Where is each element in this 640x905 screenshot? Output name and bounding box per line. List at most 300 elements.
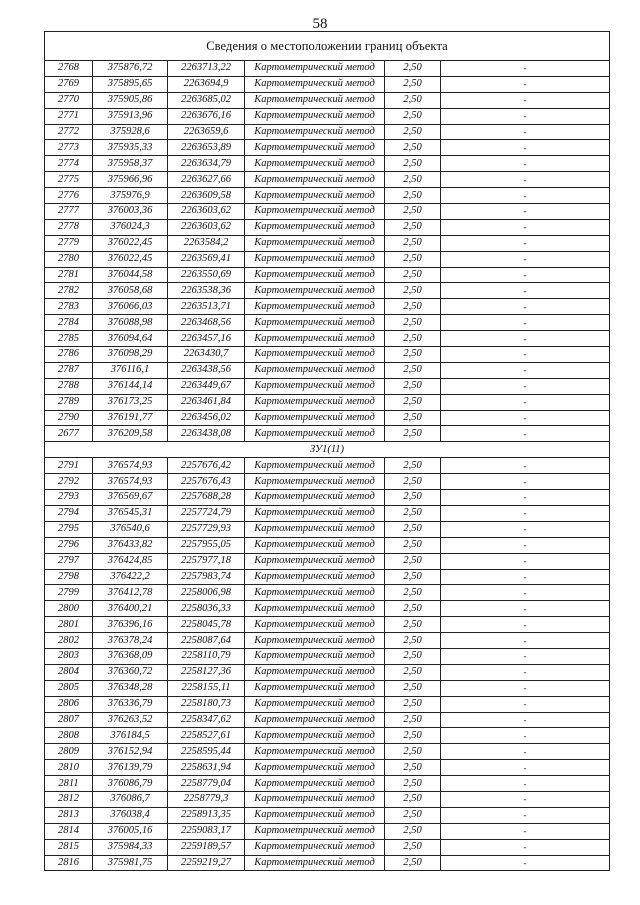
cell-accuracy: 2,50 [385, 553, 441, 569]
cell-accuracy: 2,50 [385, 633, 441, 649]
cell-x-coordinate: 376574,93 [93, 474, 168, 490]
cell-y-coordinate: 2258527,61 [168, 728, 245, 744]
table-row [45, 569, 610, 585]
cell-x-coordinate: 376574,93 [93, 458, 168, 474]
cell-x-coordinate: 376396,16 [93, 617, 168, 633]
cell-y-coordinate: 2263713,22 [168, 61, 245, 77]
cell-y-coordinate: 2263457,16 [168, 331, 245, 347]
cell-y-coordinate: 2263513,71 [168, 299, 245, 315]
cell-point-number: 2810 [45, 760, 93, 776]
cell-x-coordinate: 376022,45 [93, 235, 168, 251]
cell-accuracy: 2,50 [385, 601, 441, 617]
cell-accuracy: 2,50 [385, 299, 441, 315]
cell-y-coordinate: 2258087,64 [168, 633, 245, 649]
cell-method: Картометрический метод [245, 426, 385, 442]
cell-x-coordinate: 376022,45 [93, 251, 168, 267]
cell-accuracy: 2,50 [385, 839, 441, 855]
table-row [45, 362, 610, 378]
cell-x-coordinate: 376378,24 [93, 633, 168, 649]
cell-x-coordinate: 376545,31 [93, 505, 168, 521]
cell-description: - [441, 839, 610, 855]
cell-y-coordinate: 2263659,6 [168, 124, 245, 140]
cell-point-number: 2796 [45, 537, 93, 553]
cell-point-number: 2793 [45, 490, 93, 506]
cell-point-number: 2782 [45, 283, 93, 299]
cell-y-coordinate: 2263584,2 [168, 235, 245, 251]
cell-description: - [441, 490, 610, 506]
boundary-table [44, 31, 610, 871]
cell-method: Картометрический метод [245, 633, 385, 649]
table-row [45, 204, 610, 220]
cell-description: - [441, 648, 610, 664]
cell-x-coordinate: 375905,86 [93, 92, 168, 108]
cell-y-coordinate: 2263676,16 [168, 108, 245, 124]
cell-y-coordinate: 2263438,08 [168, 426, 245, 442]
cell-method: Картометрический метод [245, 601, 385, 617]
cell-description: - [441, 712, 610, 728]
cell-description: - [441, 680, 610, 696]
cell-point-number: 2677 [45, 426, 93, 442]
cell-accuracy: 2,50 [385, 807, 441, 823]
cell-point-number: 2781 [45, 267, 93, 283]
cell-point-number: 2806 [45, 696, 93, 712]
table-row [45, 92, 610, 108]
cell-description: - [441, 267, 610, 283]
cell-accuracy: 2,50 [385, 108, 441, 124]
table-row [45, 490, 610, 506]
cell-point-number: 2804 [45, 664, 93, 680]
cell-y-coordinate: 2263569,41 [168, 251, 245, 267]
cell-point-number: 2808 [45, 728, 93, 744]
cell-point-number: 2814 [45, 823, 93, 839]
table-row [45, 124, 610, 140]
cell-accuracy: 2,50 [385, 235, 441, 251]
cell-method: Картометрический метод [245, 283, 385, 299]
table-row [45, 394, 610, 410]
cell-description: - [441, 728, 610, 744]
cell-method: Картометрический метод [245, 378, 385, 394]
cell-method: Картометрический метод [245, 188, 385, 204]
cell-description: - [441, 204, 610, 220]
cell-description: - [441, 585, 610, 601]
cell-accuracy: 2,50 [385, 648, 441, 664]
cell-point-number: 2809 [45, 744, 93, 760]
cell-method: Картометрический метод [245, 807, 385, 823]
cell-point-number: 2768 [45, 61, 93, 77]
table-row [45, 108, 610, 124]
cell-x-coordinate: 376422,2 [93, 569, 168, 585]
cell-accuracy: 2,50 [385, 426, 441, 442]
cell-y-coordinate: 2257676,42 [168, 458, 245, 474]
cell-x-coordinate: 375984,33 [93, 839, 168, 855]
cell-y-coordinate: 2257688,28 [168, 490, 245, 506]
cell-point-number: 2789 [45, 394, 93, 410]
cell-y-coordinate: 2258155,11 [168, 680, 245, 696]
cell-point-number: 2799 [45, 585, 93, 601]
cell-description: - [441, 315, 610, 331]
table-row [45, 299, 610, 315]
cell-x-coordinate: 376086,7 [93, 791, 168, 807]
cell-description: - [441, 156, 610, 172]
cell-method: Картометрический метод [245, 569, 385, 585]
cell-x-coordinate: 376336,79 [93, 696, 168, 712]
cell-y-coordinate: 2258779,04 [168, 776, 245, 792]
cell-accuracy: 2,50 [385, 156, 441, 172]
cell-y-coordinate: 2263627,66 [168, 172, 245, 188]
cell-y-coordinate: 2257955,05 [168, 537, 245, 553]
page-number: 58 [312, 16, 328, 32]
cell-description: - [441, 347, 610, 363]
cell-x-coordinate: 376098,29 [93, 347, 168, 363]
cell-description: - [441, 791, 610, 807]
table-row [45, 140, 610, 156]
cell-accuracy: 2,50 [385, 474, 441, 490]
cell-description: - [441, 378, 610, 394]
cell-y-coordinate: 2263438,56 [168, 362, 245, 378]
cell-accuracy: 2,50 [385, 394, 441, 410]
cell-accuracy: 2,50 [385, 776, 441, 792]
cell-y-coordinate: 2257676,43 [168, 474, 245, 490]
table-row [45, 188, 610, 204]
cell-y-coordinate: 2259083,17 [168, 823, 245, 839]
cell-accuracy: 2,50 [385, 712, 441, 728]
cell-description: - [441, 505, 610, 521]
cell-accuracy: 2,50 [385, 585, 441, 601]
cell-method: Картометрический метод [245, 362, 385, 378]
cell-x-coordinate: 376024,3 [93, 219, 168, 235]
cell-point-number: 2801 [45, 617, 93, 633]
cell-x-coordinate: 376400,21 [93, 601, 168, 617]
table-row [45, 331, 610, 347]
table-row [45, 505, 610, 521]
cell-description: - [441, 823, 610, 839]
table-row [45, 823, 610, 839]
cell-description: - [441, 537, 610, 553]
section-row [45, 442, 610, 458]
cell-x-coordinate: 375876,72 [93, 61, 168, 77]
cell-y-coordinate: 2257977,18 [168, 553, 245, 569]
cell-accuracy: 2,50 [385, 124, 441, 140]
cell-description: - [441, 61, 610, 77]
cell-point-number: 2792 [45, 474, 93, 490]
table-row [45, 283, 610, 299]
cell-method: Картометрический метод [245, 347, 385, 363]
cell-point-number: 2811 [45, 776, 93, 792]
cell-y-coordinate: 2258006,98 [168, 585, 245, 601]
table-row [45, 617, 610, 633]
cell-description: - [441, 521, 610, 537]
cell-point-number: 2812 [45, 791, 93, 807]
cell-description: - [441, 235, 610, 251]
cell-method: Картометрический метод [245, 537, 385, 553]
cell-x-coordinate: 376209,58 [93, 426, 168, 442]
cell-accuracy: 2,50 [385, 855, 441, 871]
cell-description: - [441, 633, 610, 649]
table-row [45, 553, 610, 569]
cell-method: Картометрический метод [245, 521, 385, 537]
cell-point-number: 2805 [45, 680, 93, 696]
cell-x-coordinate: 376139,79 [93, 760, 168, 776]
cell-accuracy: 2,50 [385, 521, 441, 537]
table-row [45, 807, 610, 823]
cell-y-coordinate: 2258180,73 [168, 696, 245, 712]
cell-method: Картометрический метод [245, 664, 385, 680]
cell-description: - [441, 855, 610, 871]
cell-description: - [441, 696, 610, 712]
cell-method: Картометрический метод [245, 553, 385, 569]
cell-description: - [441, 664, 610, 680]
cell-method: Картометрический метод [245, 108, 385, 124]
cell-method: Картометрический метод [245, 839, 385, 855]
table-row [45, 633, 610, 649]
cell-accuracy: 2,50 [385, 680, 441, 696]
cell-accuracy: 2,50 [385, 458, 441, 474]
table-row [45, 760, 610, 776]
cell-x-coordinate: 376191,77 [93, 410, 168, 426]
cell-accuracy: 2,50 [385, 490, 441, 506]
table-row [45, 648, 610, 664]
cell-x-coordinate: 376263,52 [93, 712, 168, 728]
cell-point-number: 2784 [45, 315, 93, 331]
cell-accuracy: 2,50 [385, 188, 441, 204]
table-row [45, 426, 610, 442]
section-label: ЗУ1(11) [45, 442, 610, 458]
cell-method: Картометрический метод [245, 251, 385, 267]
cell-accuracy: 2,50 [385, 315, 441, 331]
cell-method: Картометрический метод [245, 219, 385, 235]
cell-description: - [441, 760, 610, 776]
cell-accuracy: 2,50 [385, 505, 441, 521]
table-row [45, 347, 610, 363]
cell-y-coordinate: 2257724,79 [168, 505, 245, 521]
cell-accuracy: 2,50 [385, 172, 441, 188]
cell-point-number: 2816 [45, 855, 93, 871]
cell-accuracy: 2,50 [385, 696, 441, 712]
cell-accuracy: 2,50 [385, 76, 441, 92]
table-row [45, 537, 610, 553]
cell-method: Картометрический метод [245, 823, 385, 839]
table-row [45, 315, 610, 331]
cell-point-number: 2802 [45, 633, 93, 649]
cell-accuracy: 2,50 [385, 760, 441, 776]
cell-point-number: 2788 [45, 378, 93, 394]
cell-y-coordinate: 2263461,84 [168, 394, 245, 410]
cell-method: Картометрический метод [245, 299, 385, 315]
cell-x-coordinate: 376173,25 [93, 394, 168, 410]
cell-description: - [441, 108, 610, 124]
cell-x-coordinate: 375976,9 [93, 188, 168, 204]
table-row [45, 458, 610, 474]
cell-point-number: 2797 [45, 553, 93, 569]
table-row [45, 61, 610, 77]
cell-method: Картометрический метод [245, 61, 385, 77]
cell-x-coordinate: 376569,67 [93, 490, 168, 506]
cell-description: - [441, 776, 610, 792]
cell-x-coordinate: 375958,37 [93, 156, 168, 172]
table-row [45, 601, 610, 617]
cell-x-coordinate: 376066,03 [93, 299, 168, 315]
cell-x-coordinate: 375966,96 [93, 172, 168, 188]
cell-method: Картометрический метод [245, 776, 385, 792]
cell-x-coordinate: 376540,6 [93, 521, 168, 537]
cell-method: Картометрический метод [245, 140, 385, 156]
cell-y-coordinate: 2263538,36 [168, 283, 245, 299]
cell-y-coordinate: 2263430,7 [168, 347, 245, 363]
table-row [45, 839, 610, 855]
cell-accuracy: 2,50 [385, 347, 441, 363]
cell-point-number: 2785 [45, 331, 93, 347]
cell-accuracy: 2,50 [385, 823, 441, 839]
cell-description: - [441, 331, 610, 347]
cell-description: - [441, 458, 610, 474]
cell-y-coordinate: 2258036,33 [168, 601, 245, 617]
table-row [45, 680, 610, 696]
cell-description: - [441, 474, 610, 490]
cell-method: Картометрический метод [245, 855, 385, 871]
cell-description: - [441, 394, 610, 410]
cell-accuracy: 2,50 [385, 219, 441, 235]
cell-x-coordinate: 376058,68 [93, 283, 168, 299]
cell-accuracy: 2,50 [385, 92, 441, 108]
cell-method: Картометрический метод [245, 474, 385, 490]
cell-point-number: 2813 [45, 807, 93, 823]
cell-method: Картометрический метод [245, 505, 385, 521]
cell-description: - [441, 188, 610, 204]
cell-method: Картометрический метод [245, 585, 385, 601]
cell-method: Картометрический метод [245, 648, 385, 664]
cell-x-coordinate: 376152,94 [93, 744, 168, 760]
cell-method: Картометрический метод [245, 267, 385, 283]
table-row [45, 267, 610, 283]
cell-y-coordinate: 2263685,02 [168, 92, 245, 108]
cell-method: Картометрический метод [245, 410, 385, 426]
table-row [45, 791, 610, 807]
table-row [45, 172, 610, 188]
cell-point-number: 2807 [45, 712, 93, 728]
cell-y-coordinate: 2258595,44 [168, 744, 245, 760]
cell-point-number: 2791 [45, 458, 93, 474]
cell-y-coordinate: 2259189,57 [168, 839, 245, 855]
cell-x-coordinate: 375928,6 [93, 124, 168, 140]
cell-point-number: 2795 [45, 521, 93, 537]
cell-accuracy: 2,50 [385, 664, 441, 680]
cell-point-number: 2794 [45, 505, 93, 521]
cell-description: - [441, 744, 610, 760]
cell-y-coordinate: 2258127,36 [168, 664, 245, 680]
cell-description: - [441, 617, 610, 633]
cell-method: Картометрический метод [245, 760, 385, 776]
cell-x-coordinate: 376086,79 [93, 776, 168, 792]
cell-y-coordinate: 2263550,69 [168, 267, 245, 283]
cell-y-coordinate: 2263603,62 [168, 204, 245, 220]
table-row [45, 251, 610, 267]
cell-y-coordinate: 2263609,58 [168, 188, 245, 204]
cell-y-coordinate: 2258045,78 [168, 617, 245, 633]
cell-method: Картометрический метод [245, 204, 385, 220]
cell-y-coordinate: 2258347,62 [168, 712, 245, 728]
cell-description: - [441, 124, 610, 140]
cell-point-number: 2803 [45, 648, 93, 664]
cell-method: Картометрический метод [245, 76, 385, 92]
cell-accuracy: 2,50 [385, 267, 441, 283]
cell-description: - [441, 553, 610, 569]
cell-x-coordinate: 376088,98 [93, 315, 168, 331]
table-row [45, 76, 610, 92]
cell-x-coordinate: 376424,85 [93, 553, 168, 569]
cell-method: Картометрический метод [245, 458, 385, 474]
cell-description: - [441, 299, 610, 315]
cell-y-coordinate: 2263694,9 [168, 76, 245, 92]
cell-method: Картометрический метод [245, 728, 385, 744]
cell-x-coordinate: 376412,78 [93, 585, 168, 601]
table-row [45, 744, 610, 760]
cell-point-number: 2787 [45, 362, 93, 378]
cell-y-coordinate: 2258631,94 [168, 760, 245, 776]
cell-x-coordinate: 376094,64 [93, 331, 168, 347]
cell-accuracy: 2,50 [385, 728, 441, 744]
cell-point-number: 2773 [45, 140, 93, 156]
cell-description: - [441, 219, 610, 235]
cell-description: - [441, 172, 610, 188]
cell-point-number: 2780 [45, 251, 93, 267]
cell-method: Картометрический метод [245, 315, 385, 331]
cell-x-coordinate: 375981,75 [93, 855, 168, 871]
cell-description: - [441, 92, 610, 108]
cell-method: Картометрический метод [245, 331, 385, 347]
table-row [45, 410, 610, 426]
cell-accuracy: 2,50 [385, 251, 441, 267]
cell-accuracy: 2,50 [385, 537, 441, 553]
cell-point-number: 2775 [45, 172, 93, 188]
cell-x-coordinate: 375935,33 [93, 140, 168, 156]
table-row [45, 696, 610, 712]
cell-y-coordinate: 2258110,79 [168, 648, 245, 664]
table-row [45, 776, 610, 792]
cell-point-number: 2777 [45, 204, 93, 220]
table-row [45, 712, 610, 728]
cell-method: Картометрический метод [245, 235, 385, 251]
cell-x-coordinate: 376116,1 [93, 362, 168, 378]
cell-method: Картометрический метод [245, 744, 385, 760]
cell-description: - [441, 569, 610, 585]
table-row [45, 521, 610, 537]
cell-description: - [441, 807, 610, 823]
cell-accuracy: 2,50 [385, 569, 441, 585]
cell-method: Картометрический метод [245, 680, 385, 696]
cell-x-coordinate: 375913,96 [93, 108, 168, 124]
cell-description: - [441, 76, 610, 92]
table-row [45, 235, 610, 251]
cell-accuracy: 2,50 [385, 410, 441, 426]
cell-point-number: 2769 [45, 76, 93, 92]
cell-accuracy: 2,50 [385, 791, 441, 807]
cell-x-coordinate: 376003,36 [93, 204, 168, 220]
cell-x-coordinate: 376368,09 [93, 648, 168, 664]
cell-y-coordinate: 2263653,89 [168, 140, 245, 156]
cell-method: Картометрический метод [245, 124, 385, 140]
cell-description: - [441, 140, 610, 156]
cell-method: Картометрический метод [245, 490, 385, 506]
cell-accuracy: 2,50 [385, 283, 441, 299]
table-title-row [45, 32, 610, 61]
cell-accuracy: 2,50 [385, 362, 441, 378]
cell-x-coordinate: 375895,65 [93, 76, 168, 92]
cell-accuracy: 2,50 [385, 204, 441, 220]
table-row [45, 156, 610, 172]
cell-point-number: 2776 [45, 188, 93, 204]
table-row [45, 664, 610, 680]
cell-x-coordinate: 376044,58 [93, 267, 168, 283]
